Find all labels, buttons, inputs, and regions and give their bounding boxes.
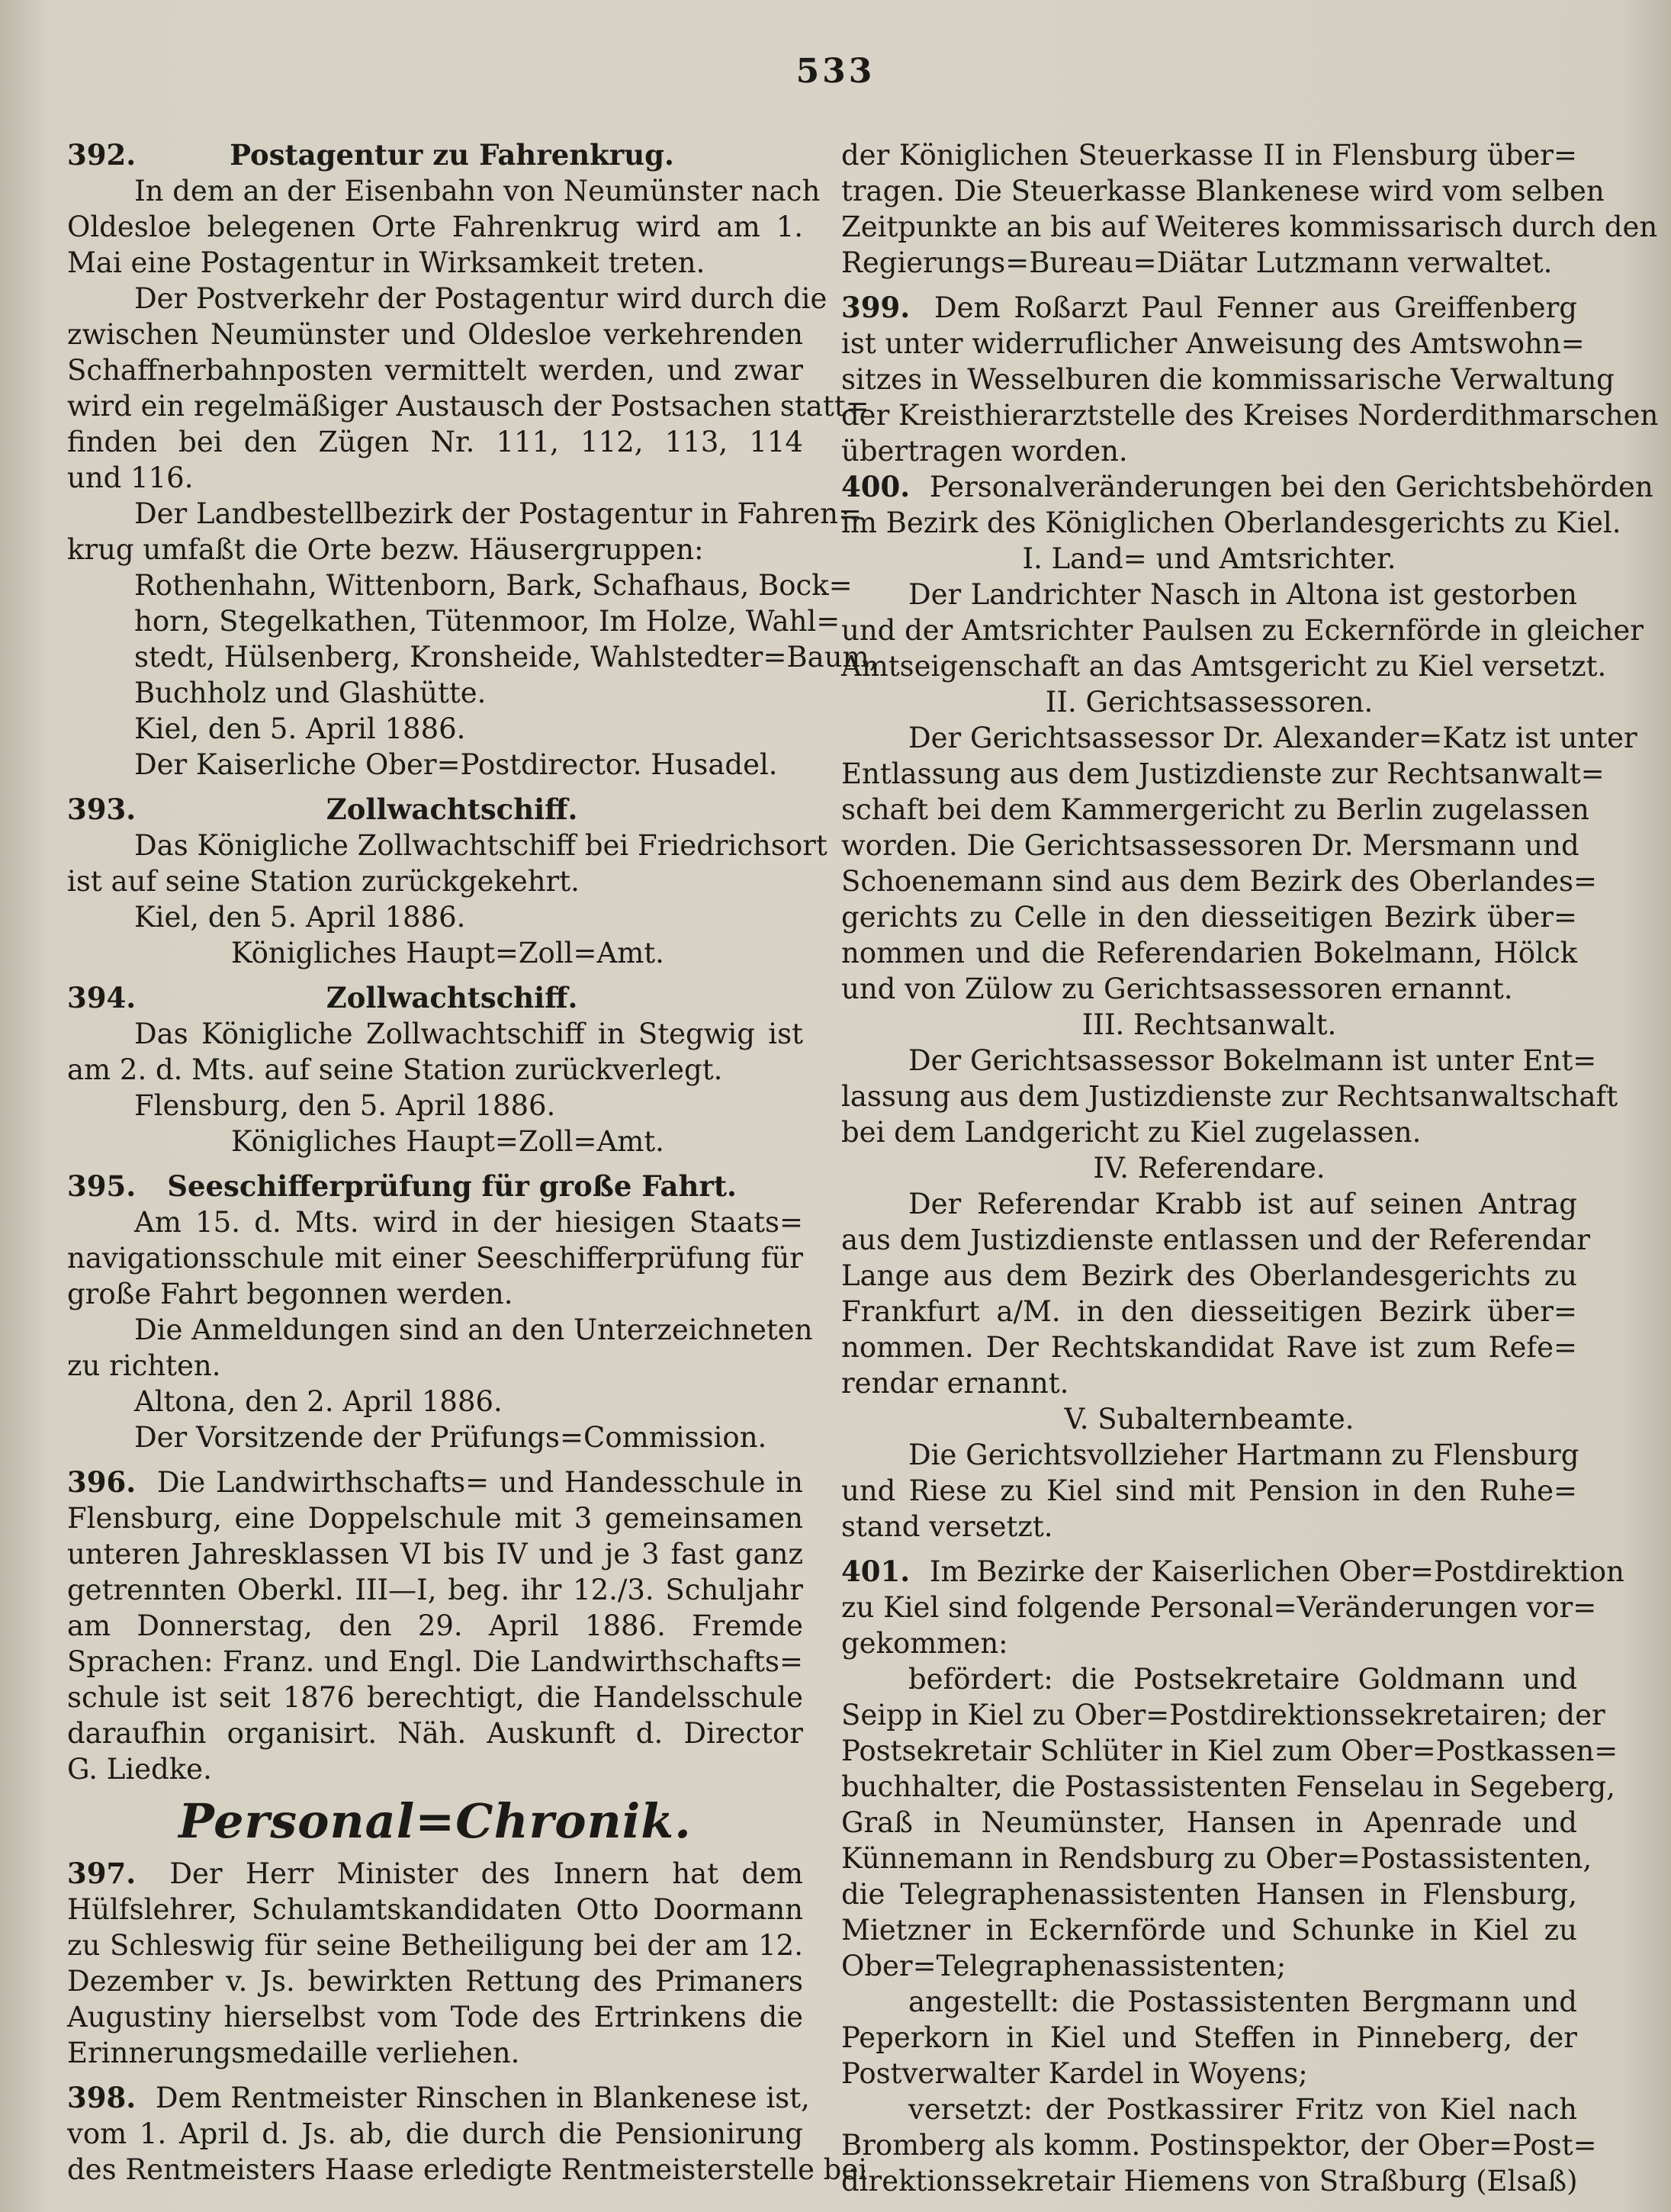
section-number: 396. xyxy=(67,1465,137,1499)
right-column xyxy=(841,137,1659,2199)
text-line: und von Zülow zu Gerichtsassessoren ernannt. xyxy=(841,973,1513,1005)
text-line: krug umfaßt die Orte bezw. Häusergruppen: xyxy=(67,533,704,566)
text-line: Oldesloe belegenen Orte Fahrenkrug wird am 1. xyxy=(67,211,803,243)
text-line: finden bei den Zügen Nr. 111, 112, 113, 114 xyxy=(67,426,803,458)
text-line: am 2. d. Mts. auf seine Station zurückverlegt. xyxy=(67,1053,723,1086)
text-line: bei dem Landgericht zu Kiel zugelassen. xyxy=(841,1116,1422,1149)
text-line: Lange aus dem Bezirk des Oberlandesgerichts zu xyxy=(841,1259,1577,1292)
signature-line: Der Vorsitzende der Prüfungs=Commission. xyxy=(134,1421,767,1454)
subheading: II. Gerichtsassessoren. xyxy=(1045,686,1374,719)
text-line: Der Landbestellbezirk der Postagentur in Fahren= xyxy=(134,497,862,530)
subheading: I. Land= und Amtsrichter. xyxy=(1022,542,1396,575)
text-line: Zeitpunkte an bis auf Weiteres kommissarisch durch den xyxy=(841,211,1658,243)
text-line: G. Liedke. xyxy=(67,1753,212,1786)
text-line: und der Amtsrichter Paulsen zu Eckernförde in gleicher xyxy=(841,614,1644,647)
section-394-heading xyxy=(67,980,803,1016)
text-line: übertragen worden. xyxy=(841,435,1128,468)
text-line: am Donnerstag, den 29. April 1886. Fremde xyxy=(67,1609,803,1642)
text-line: nommen und die Referendarien Bokelmann, Hölck xyxy=(841,937,1577,969)
text-line: Seipp in Kiel zu Ober=Postdirektionssekretairen; der xyxy=(841,1699,1605,1731)
text-line: nommen. Der Rechtskandidat Rave ist zum Refe= xyxy=(841,1331,1577,1364)
text-line: des Rentmeisters Haase erledigte Rentmeisterstelle bei xyxy=(67,2153,868,2186)
text-line: sitzes in Wesselburen die kommissarische Verwaltung xyxy=(841,363,1615,396)
text-line: Die Anmeldungen sind an den Unterzeichneten xyxy=(134,1313,813,1346)
section-399-first-line xyxy=(841,290,1577,326)
text-line: Sprachen: Franz. und Engl. Die Landwirthschafts= xyxy=(67,1645,803,1678)
text-line: und 116. xyxy=(67,461,194,494)
text-line: versetzt: der Postkassirer Fritz von Kiel nach xyxy=(908,2093,1577,2126)
text-line: befördert: die Postsekretaire Goldmann und xyxy=(908,1663,1577,1696)
text-line: Amtseigenschaft an das Amtsgericht zu Kiel versetzt. xyxy=(841,650,1607,683)
text-line: Entlassung aus dem Justizdienste zur Rechtsanwalt= xyxy=(841,757,1605,790)
section-title: Zollwachtschiff. xyxy=(326,793,578,826)
text-line: zu Schleswig für seine Betheiligung bei der am 12. xyxy=(67,1929,803,1962)
section-number: 401. xyxy=(841,1555,911,1588)
section-number: 397. xyxy=(67,1857,137,1890)
text-line: Augustiny hierselbst vom Tode des Ertrinkens die xyxy=(67,2001,803,2034)
text-line: wird ein regelmäßiger Austausch der Postsachen statt= xyxy=(67,390,869,423)
section-number: 399. xyxy=(841,291,911,324)
text-line: Der Postverkehr der Postagentur wird durch die xyxy=(134,282,827,315)
text-line: lassung aus dem Justizdienste zur Rechtsanwaltschaft xyxy=(841,1080,1618,1113)
text-line: angestellt: die Postassistenten Bergmann und xyxy=(908,1985,1577,2018)
text-line: Buchholz und Glashütte. xyxy=(134,677,487,709)
text-line: Mietzner in Eckernförde und Schunke in Kiel zu xyxy=(841,1914,1577,1947)
text-line: Der Landrichter Nasch in Altona ist gestorben xyxy=(908,578,1577,611)
text-line: Ober=Telegraphenassistenten; xyxy=(841,1950,1287,1982)
dateline: Altona, den 2. April 1886. xyxy=(134,1385,503,1418)
text-line: zu Kiel sind folgende Personal=Veränderungen vor= xyxy=(841,1591,1597,1624)
text-line: Frankfurt a/M. in den diesseitigen Bezirk über= xyxy=(841,1295,1577,1328)
text-line: der Kreisthierarztstelle des Kreises Norderdithmarschen xyxy=(841,399,1659,432)
text-line: Dezember v. Js. bewirkten Rettung des Primaners xyxy=(67,1965,803,1998)
text-line: schule ist seit 1876 berechtigt, die Handelsschule xyxy=(67,1681,803,1714)
text-line: getrennten Oberkl. III—I, beg. ihr 12./3. Schuljahr xyxy=(67,1574,803,1606)
text-line: und Riese zu Kiel sind mit Pension in den Ruhe= xyxy=(841,1474,1577,1507)
text-line: Flensburg, eine Doppelschule mit 3 gemeinsamen xyxy=(67,1502,803,1535)
dateline: Kiel, den 5. April 1886. xyxy=(134,901,466,934)
text-line: direktionssekretair Hiemens von Straßburg (Elsaß) xyxy=(841,2165,1578,2198)
page-number: 533 xyxy=(795,52,876,91)
text-line: ist auf seine Station zurückgekehrt. xyxy=(67,865,580,898)
text-line: im Bezirk des Königlichen Oberlandesgerichts zu Kiel. xyxy=(841,506,1621,539)
section-401-first-line xyxy=(841,1554,1624,1590)
text-line: zu richten. xyxy=(67,1349,221,1382)
section-number: 398. xyxy=(67,2081,137,2114)
text-fragment: Die Landwirthschafts= und Handesschule in xyxy=(156,1466,803,1499)
chronik-title: Personal=Chronik. xyxy=(178,1793,692,1849)
section-number: 392. xyxy=(67,138,137,172)
text-line: buchhalter, die Postassistenten Fenselau in Segeberg, xyxy=(841,1770,1615,1803)
section-393-heading xyxy=(67,792,803,828)
text-line: Die Gerichtsvollzieher Hartmann zu Flensburg xyxy=(908,1439,1579,1471)
text-line: Mai eine Postagentur in Wirksamkeit treten. xyxy=(67,246,705,279)
text-line: stedt, Hülsenberg, Kronsheide, Wahlstedter=Baum, xyxy=(134,641,879,674)
signature-line: Der Kaiserliche Ober=Postdirector. Husadel. xyxy=(134,748,778,781)
text-line: gerichts zu Celle in den diesseitigen Bezirk über= xyxy=(841,901,1577,934)
dateline: Kiel, den 5. April 1886. xyxy=(134,712,466,745)
section-396-first-line xyxy=(67,1464,803,1500)
section-number: 400. xyxy=(841,470,911,503)
subheading: V. Subalternbeamte. xyxy=(1064,1403,1354,1436)
signature-line: Königliches Haupt=Zoll=Amt. xyxy=(231,1125,664,1158)
section-number: 394. xyxy=(67,981,137,1014)
text-line: ist unter widerruflicher Anweisung des Amtswohn= xyxy=(841,327,1585,360)
text-line: horn, Stegelkathen, Tütenmoor, Im Holze, Wahl= xyxy=(134,605,840,638)
text-line: aus dem Justizdienste entlassen und der Referendar xyxy=(841,1223,1590,1256)
text-line: Der Gerichtsassessor Bokelmann ist unter Ent= xyxy=(908,1044,1597,1077)
text-line: Der Referendar Krabb ist auf seinen Antrag xyxy=(908,1188,1577,1220)
text-line: navigationsschule mit einer Seeschifferprüfung für xyxy=(67,1242,803,1275)
text-line: Erinnerungsmedaille verliehen. xyxy=(67,2037,520,2069)
text-line: zwischen Neumünster und Oldesloe verkehrenden xyxy=(67,318,803,351)
text-line: der Königlichen Steuerkasse II in Flensburg über= xyxy=(841,139,1577,172)
text-line: In dem an der Eisenbahn von Neumünster nach xyxy=(134,175,821,207)
subheading: IV. Referendare. xyxy=(1093,1152,1326,1185)
section-number: 395. xyxy=(67,1169,137,1203)
text-line: Bromberg als komm. Postinspektor, der Ober=Post= xyxy=(841,2129,1597,2162)
text-fragment: Im Bezirke der Kaiserlichen Ober=Postdirektion xyxy=(929,1555,1624,1588)
text-line: Das Königliche Zollwachtschiff in Stegwig ist xyxy=(134,1018,803,1050)
text-line: unteren Jahresklassen VI bis IV und je 3 fast ganz xyxy=(67,1538,803,1571)
text-line: Hülfslehrer, Schulamtskandidaten Otto Doormann xyxy=(67,1893,803,1926)
text-line: die Telegraphenassistenten Hansen in Flensburg, xyxy=(841,1878,1577,1911)
subheading: III. Rechtsanwalt. xyxy=(1081,1008,1337,1041)
text-line: Regierungs=Bureau=Diätar Lutzmann verwaltet. xyxy=(841,246,1553,279)
section-title: Zollwachtschiff. xyxy=(326,981,578,1014)
section-397-first-line xyxy=(67,1856,803,1892)
section-395-heading xyxy=(67,1169,803,1204)
text-line: gekommen: xyxy=(841,1627,1008,1660)
text-line: Postverwalter Kardel in Woyens; xyxy=(841,2057,1308,2090)
text-line: vom 1. April d. Js. ab, die durch die Pensionirung xyxy=(67,2117,803,2150)
text-line: stand versetzt. xyxy=(841,1510,1053,1543)
section-title: Postagentur zu Fahrenkrug. xyxy=(230,138,674,172)
text-line: Das Königliche Zollwachtschiff bei Friedrichsort xyxy=(134,829,827,862)
text-line: Am 15. d. Mts. wird in der hiesigen Staats= xyxy=(134,1206,803,1239)
text-line: Peperkorn in Kiel und Steffen in Pinneberg, der xyxy=(841,2021,1577,2054)
text-line: tragen. Die Steuerkasse Blankenese wird vom selben xyxy=(841,175,1605,207)
section-400-first-line xyxy=(841,469,1653,505)
text-fragment: Personalveränderungen bei den Gerichtsbehörden xyxy=(929,471,1653,503)
section-392-heading xyxy=(67,137,803,173)
text-line: Der Gerichtsassessor Dr. Alexander=Katz ist unter xyxy=(908,722,1637,754)
signature-line: Königliches Haupt=Zoll=Amt. xyxy=(231,937,664,969)
text-line: daraufhin organisirt. Näh. Auskunft d. Director xyxy=(67,1717,803,1750)
text-line: Schoenemann sind aus dem Bezirk des Oberlandes= xyxy=(841,865,1598,898)
text-line: Schaffnerbahnposten vermittelt werden, und zwar xyxy=(67,354,803,387)
text-fragment: Der Herr Minister des Innern hat dem xyxy=(169,1857,804,1890)
dateline: Flensburg, den 5. April 1886. xyxy=(134,1089,556,1122)
section-398-first-line xyxy=(67,2080,810,2116)
text-fragment: Dem Roßarzt Paul Fenner aus Greiffenberg xyxy=(934,291,1577,324)
text-fragment: Dem Rentmeister Rinschen in Blankenese ist, xyxy=(155,2082,810,2114)
text-line: große Fahrt begonnen werden. xyxy=(67,1278,513,1310)
text-line: Graß in Neumünster, Hansen in Apenrade und xyxy=(841,1806,1577,1839)
text-line: worden. Die Gerichtsassessoren Dr. Mersmann und xyxy=(841,829,1579,862)
text-line: Postsekretair Schlüter in Kiel zum Ober=Postkassen= xyxy=(841,1735,1618,1767)
section-number: 393. xyxy=(67,793,137,826)
text-line: schaft bei dem Kammergericht zu Berlin zugelassen xyxy=(841,793,1589,826)
text-line: Künnemann in Rendsburg zu Ober=Postassistenten, xyxy=(841,1842,1592,1875)
section-title: Seeschifferprüfung für große Fahrt. xyxy=(167,1169,737,1203)
text-line: Rothenhahn, Wittenborn, Bark, Schafhaus, Bock= xyxy=(134,569,853,602)
text-line: rendar ernannt. xyxy=(841,1367,1069,1400)
